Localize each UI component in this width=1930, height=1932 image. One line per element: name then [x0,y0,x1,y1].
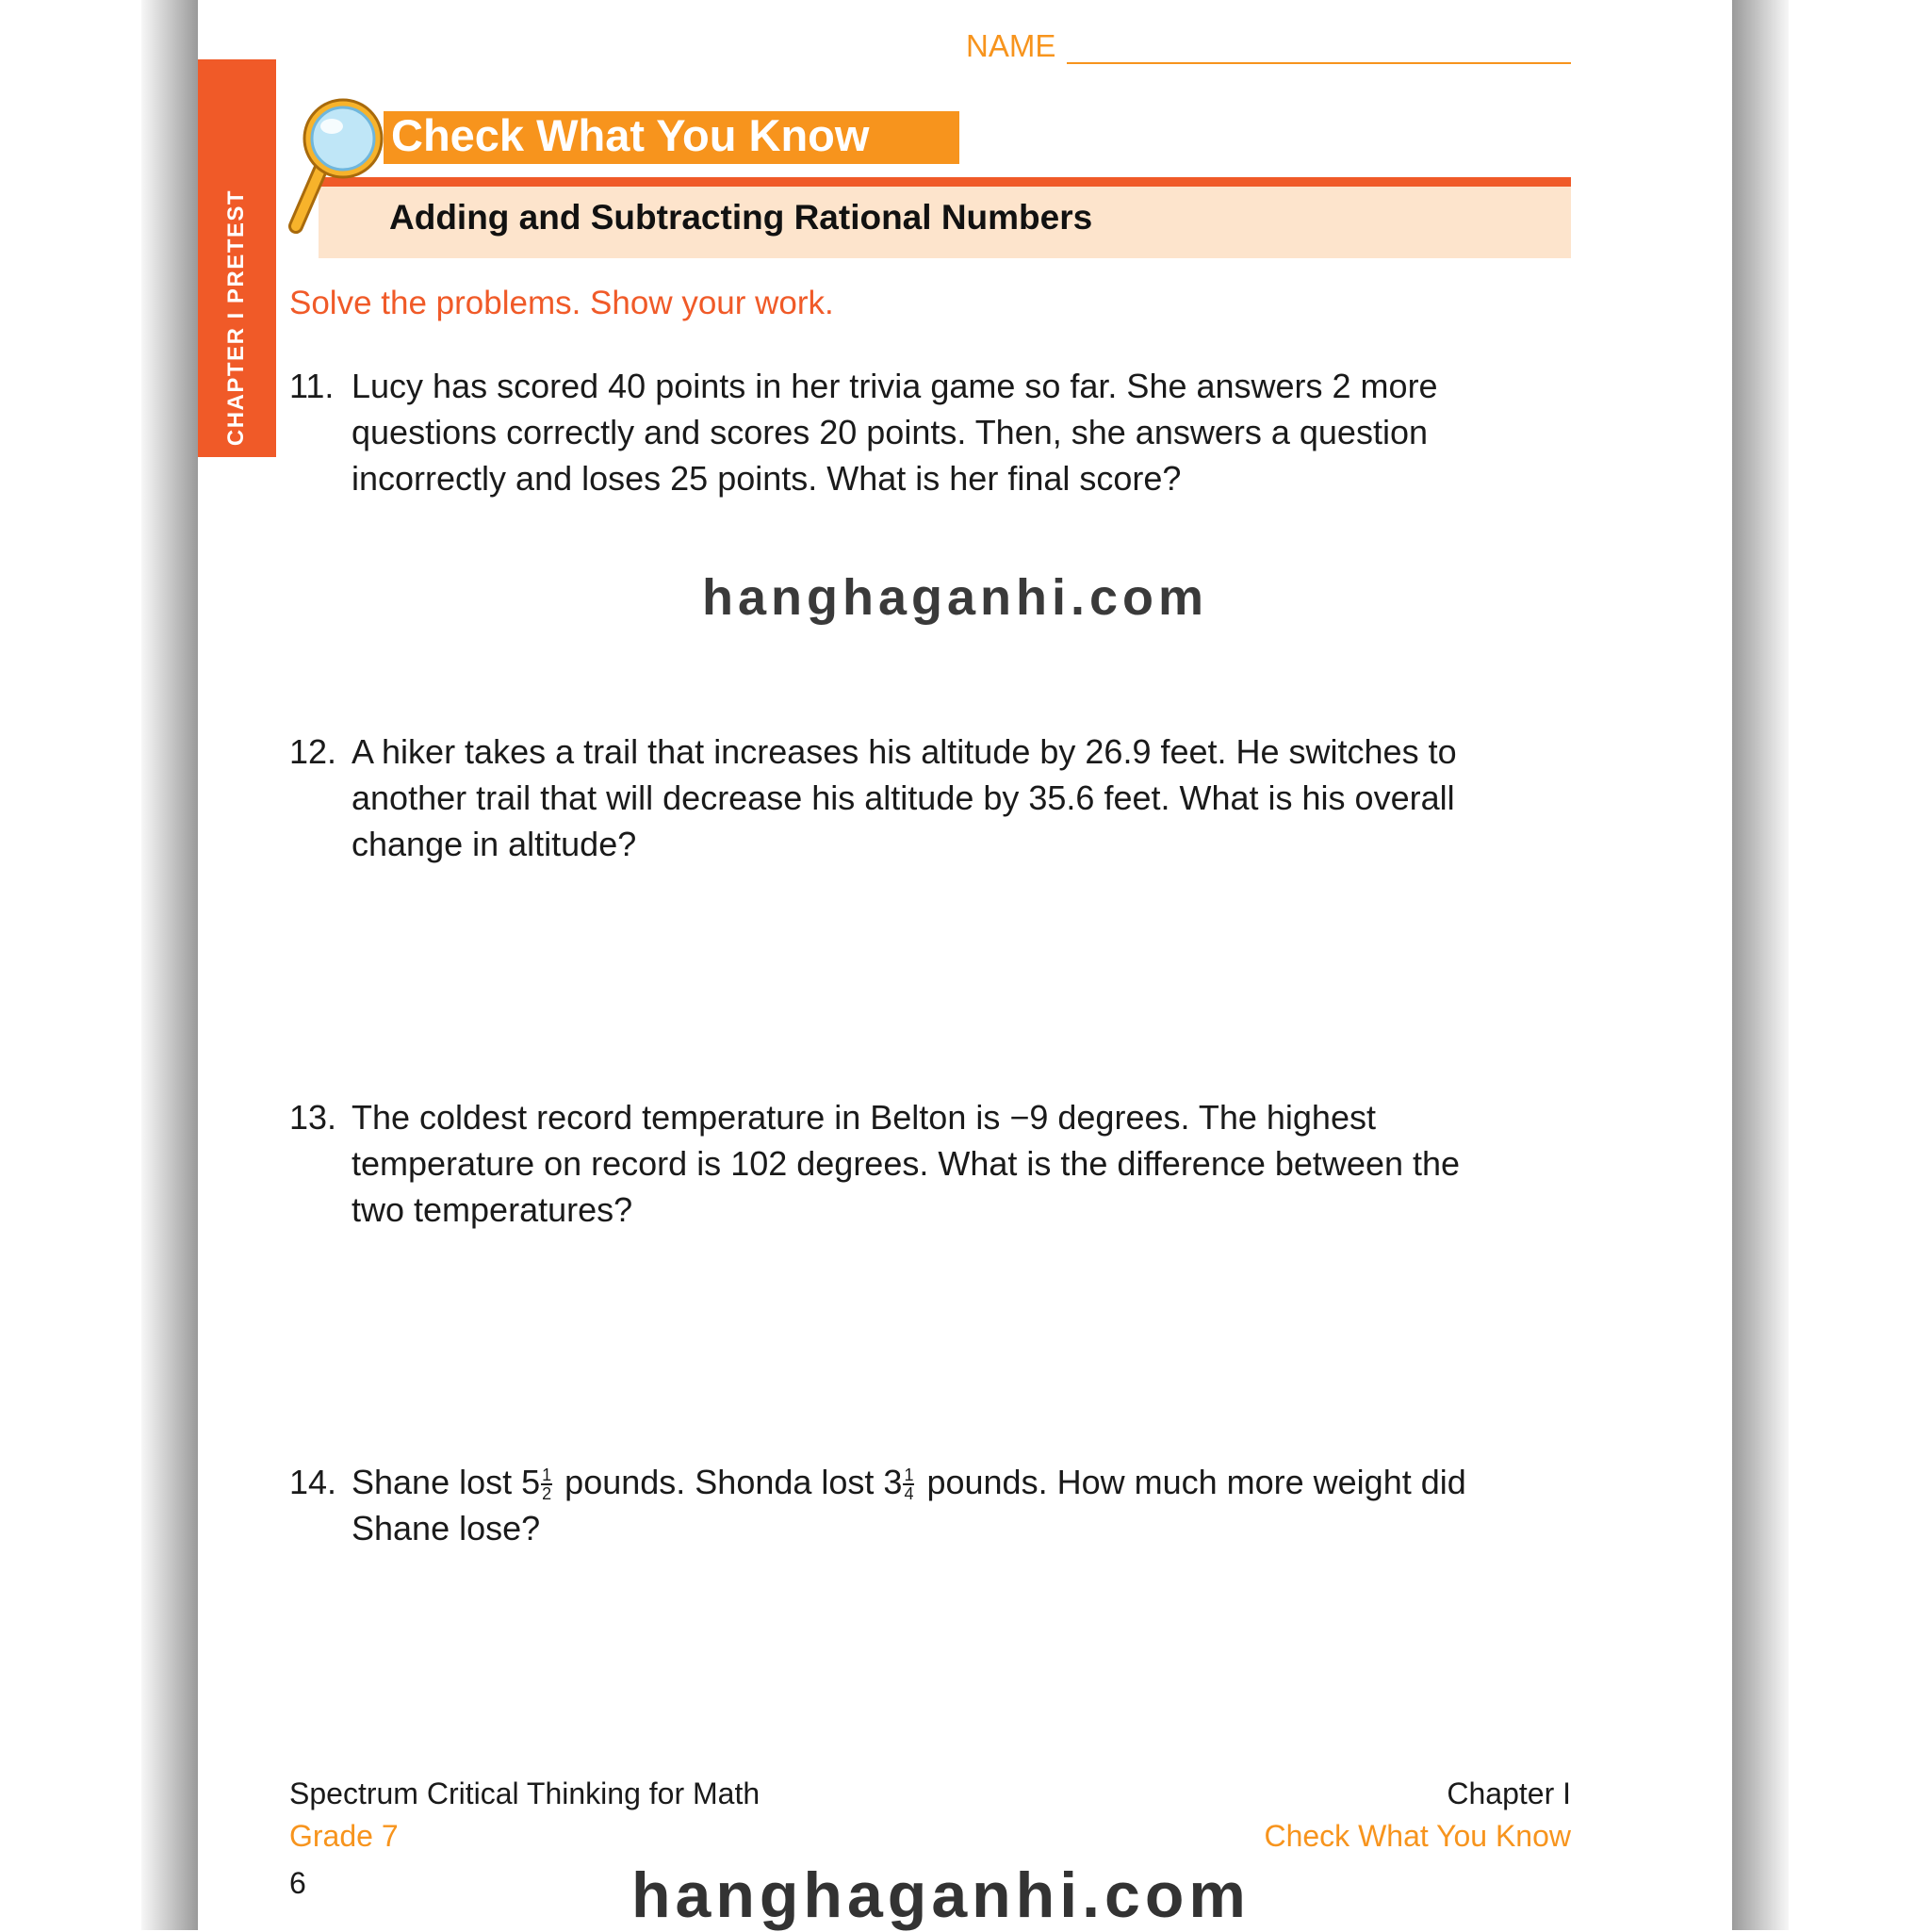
problem-text: A hiker takes a trail that increases his altitude by 26.9 feet. He switches to another trail that will decrease his altitude by 35.6 feet. What is his overall change in altitude? [352,732,1457,863]
name-label: NAME [966,28,1056,63]
problem-12 [289,729,1505,867]
problem-number: 14. [289,1463,337,1501]
page-shadow-left [141,0,198,1930]
problem-number: 12. [289,732,337,771]
problem-text-part: Shane lost 5 [352,1463,541,1501]
problem-number: 11. [289,367,335,405]
problem-14 [289,1459,1505,1551]
instructions: Solve the problems. Show your work. [289,285,834,321]
problem-text-part: pounds. How much more weight did Shane lose? [352,1463,1466,1547]
problem-text: Lucy has scored 40 points in her trivia game so far. She answers 2 more questions correctly and scores 20 points. Then, she answers a question incorrectly and loses 25 points. What is her final score? [352,367,1438,498]
worksheet-page [198,0,1732,1930]
watermark-bottom: hanghaganhi.com [631,1859,1251,1931]
problem-number: 13. [289,1098,337,1137]
page-title: Check What You Know [391,110,870,160]
fraction-one-quarter: $\frac{1}{4}$ [904,1465,914,1504]
page-subtitle: Adding and Subtracting Rational Numbers [389,198,1093,237]
magnifier-icon [285,96,398,237]
watermark: hanghaganhi.com [702,569,1209,626]
problem-text-part: pounds. Shonda lost 3 [555,1463,903,1501]
problem-11 [289,363,1505,501]
page-number: 6 [289,1866,306,1900]
problem-text [352,1459,1505,1551]
fraction-one-half: $\frac{1}{2}$ [542,1465,552,1504]
name-line [1067,62,1571,64]
footer-book-title: Spectrum Critical Thinking for Math [289,1776,761,1810]
chapter-tab-label: CHAPTER I PRETEST [223,188,249,447]
problem-13 [289,1094,1505,1233]
problem-text: The coldest record temperature in Belton is −9 degrees. The highest temperature on record is 102 degrees. What is the difference between the two temperatures? [352,1098,1461,1229]
chapter-tab [198,59,276,457]
page-shadow-right [1732,0,1789,1930]
footer-section: Check What You Know [1264,1819,1571,1853]
header-rule [309,177,1571,187]
footer-chapter: Chapter I [1447,1776,1571,1810]
footer-grade: Grade 7 [289,1819,399,1853]
